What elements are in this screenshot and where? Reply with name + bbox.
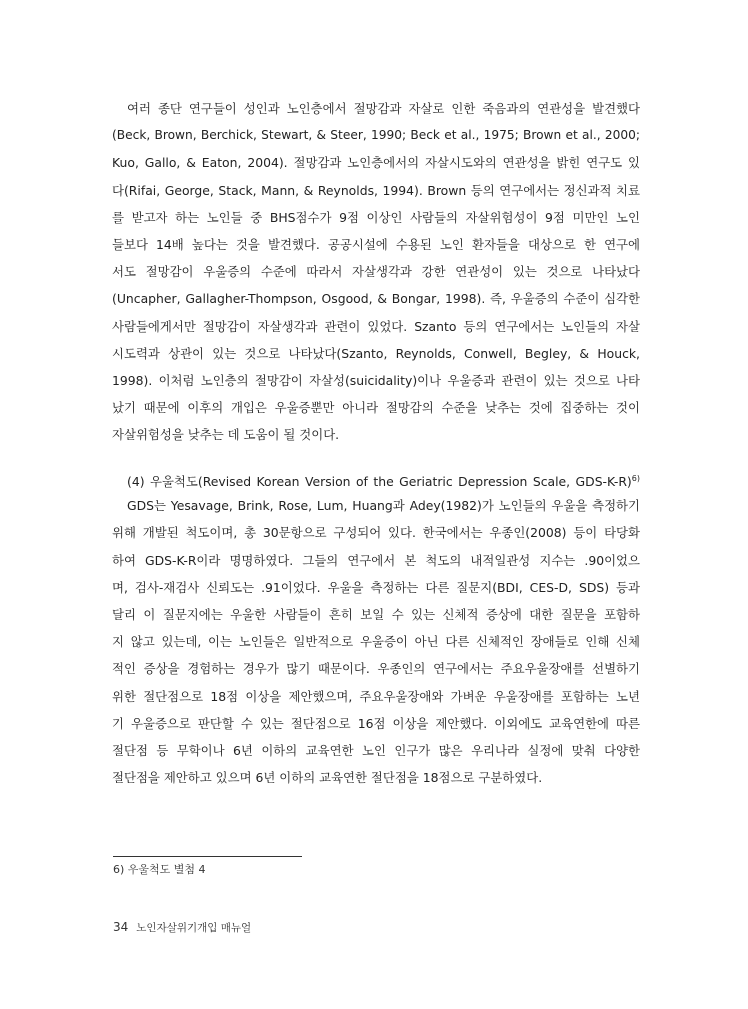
footnote: 6) 우울척도 별첨 4 [113, 863, 206, 876]
text-line: 절단점을 제안하고 있으며 6년 이하의 교육연한 절단점을 18점으로 구분하였다. [112, 770, 543, 786]
section-heading [112, 465, 640, 492]
text-line: 위한 절단점으로 18점 이상을 제안했으며, 주요우울장애와 가벼운 우울장애를 포함하는 노년 [112, 688, 640, 704]
page-number: 34 [113, 920, 129, 934]
text-line: 절단점 등 무학이나 6년 이하의 교육연한 노인 인구가 많은 우리나라 실정에 맞춰 다양한 [112, 742, 640, 758]
text-line: 자살위험성을 낮추는 데 도움이 될 것이다. [112, 427, 340, 443]
text-line: (Uncapher, Gallagher-Thompson, Osgood, & Bongar, 1998). 즉, 우울증의 수준이 심각한 [112, 291, 640, 307]
text-line: 1998). 이처럼 노인층의 절망감이 자살성(suicidality)이나 우울증과 관련이 있는 것으로 나타 [112, 372, 640, 388]
footnote-divider [113, 856, 302, 857]
section-gds-k-r [112, 465, 640, 791]
text-line: 지 않고 있는데, 이는 노인들은 일반적으로 우울증이 아닌 다른 신체적인 장애들로 인해 신체 [112, 634, 640, 650]
text-line: 들보다 14배 높다는 것을 발견했다. 공공시설에 수용된 노인 환자들을 대상으로 한 연구에 [112, 236, 640, 252]
text-line: 달리 이 질문지에는 우울한 사람들이 흔히 보일 수 있는 신체적 증상에 대한 질문을 포함하 [112, 606, 640, 622]
text-line: 다(Rifai, George, Stack, Mann, & Reynolds, 1994). Brown 등의 연구에서는 정신과적 치료 [112, 182, 640, 198]
text-line: (Beck, Brown, Berchick, Stewart, & Steer, 1990; Beck et al., 1975; Brown et al., 2000; [112, 128, 640, 143]
text-line: 하여 GDS-K-R이라 명명하였다. 그들의 연구에서 본 척도의 내적일관성 지수는 .90이었으 [112, 552, 640, 568]
text-line: 기 우울증으로 판단할 수 있는 절단점으로 16점 이상을 제안했다. 이외에도 교육연한에 따른 [112, 715, 640, 731]
text-line: 났기 때문에 이후의 개입은 우울증뿐만 아니라 절망감의 수준을 낮추는 것에 집중하는 것이 [112, 400, 640, 416]
text-line: 사람들에게서만 절망감이 자살생각과 관련이 있었다. Szanto 등의 연구에서는 노인들의 자살 [112, 318, 640, 334]
text-line: 서도 절망감이 우울증의 수준에 따라서 자살생각과 강한 연관성이 있는 것으로 나타났다 [112, 264, 640, 280]
text-line: GDS는 Yesavage, Brink, Rose, Lum, Huang과 Adey(1982)가 노인들의 우울을 측정하기 [127, 498, 640, 514]
paragraph-hopelessness-research [112, 95, 640, 448]
text-line: 를 받고자 하는 노인들 중 BHS점수가 9점 이상인 사람들의 자살위험성이 9점 미만인 노인 [112, 209, 640, 225]
text-line: 위해 개발된 척도이며, 총 30문항으로 구성되어 있다. 한국에서는 우종인(2008) 등이 타당화 [112, 525, 640, 541]
running-title: 노인자살위기개입 매뉴얼 [136, 922, 252, 934]
text-line: 적인 증상을 경험하는 경우가 많기 때문이다. 우종인의 연구에서는 주요우울장애를 선별하기 [112, 661, 640, 677]
page-footer [113, 918, 413, 936]
section-heading-text: (4) 우울척도(Revised Korean Version of the Geriatric Depression Scale, GDS-K-R) [127, 474, 632, 489]
text-line: 여러 종단 연구들이 성인과 노인층에서 절망감과 자살로 인한 죽음과의 연관성을 발견했다 [127, 101, 640, 116]
text-line: 시도력과 상관이 있는 것으로 나타났다(Szanto, Reynolds, Conwell, Begley, & Houck, [112, 345, 640, 361]
footnote-mark: 6) [631, 474, 640, 483]
text-line: 며, 검사-재검사 신뢰도는 .91이었다. 우울을 측정하는 다른 질문지(BDI, CES-D, SDS) 등과 [112, 579, 640, 595]
text-line: Kuo, Gallo, & Eaton, 2004). 절망감과 노인층에서의 자살시도와의 연관성을 밝힌 연구도 있 [112, 155, 640, 171]
